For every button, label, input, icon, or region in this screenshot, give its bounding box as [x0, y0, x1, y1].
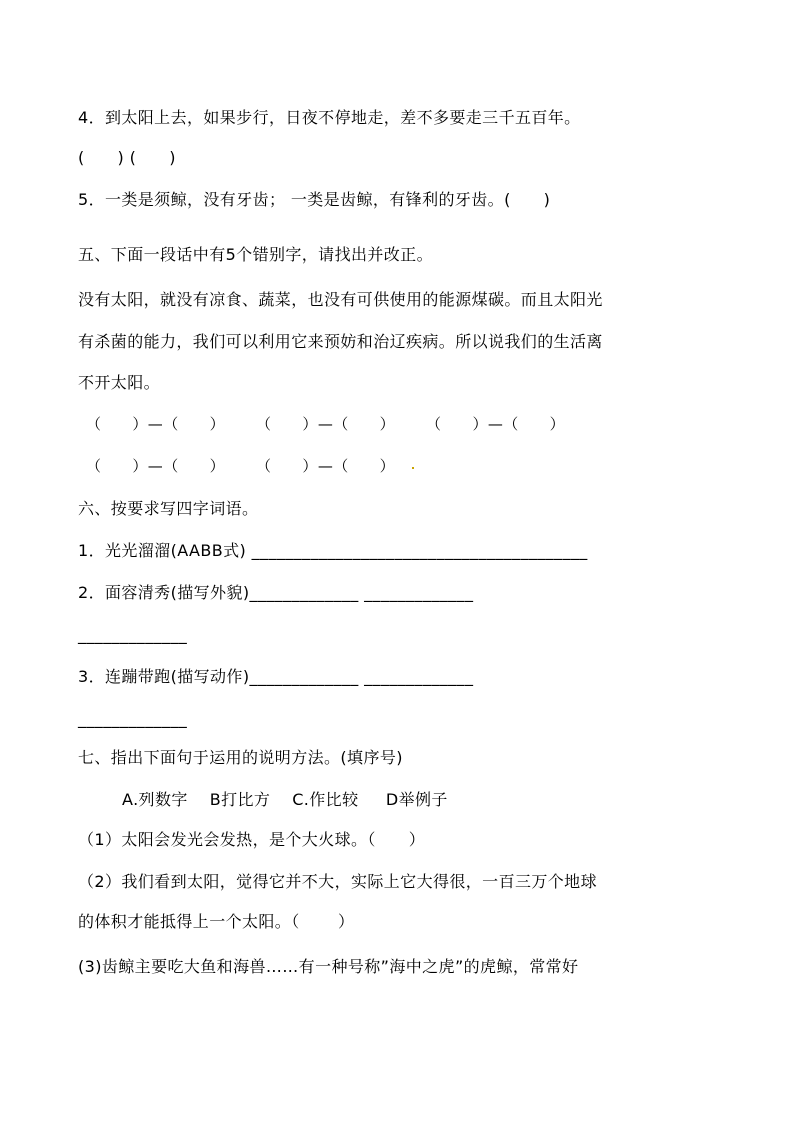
word-item-2[interactable]: 2．面容清秀(描写外貌)_____________ _____________ [78, 583, 474, 602]
correction-blanks-row-1[interactable]: （ ）—（ ） （ ）—（ ） （ ）—（ ） [86, 415, 566, 433]
word-item-1[interactable]: 1．光光溜溜(AABB式) ________________________________________ [78, 541, 588, 560]
method-question-2-line-2[interactable]: 的体积才能抵得上一个太阳。（ ） [78, 912, 355, 931]
passage-line-2: 有杀菌的能力，我们可以利用它来预妨和治辽疾病。所以说我们的生活离 [78, 332, 603, 351]
section-6-heading: 六、按要求写四字词语。 [78, 499, 259, 518]
question-4-answer-blanks[interactable]: ( ) ( ) [78, 148, 176, 167]
section-7-heading: 七、指出下面句于运用的说明方法。(填序号) [78, 748, 403, 767]
word-item-3[interactable]: 3．连蹦带跑(描写动作)_____________ _____________ [78, 667, 474, 686]
method-question-1[interactable]: （1）太阳会发光会发热，是个大火球。（ ） [78, 830, 426, 849]
passage-line-1: 没有太阳，就没有凉食、蔬菜，也没有可供使用的能源煤碳。而且太阳光 [78, 290, 603, 309]
word-item-2-continued[interactable]: _____________ [78, 625, 188, 644]
question-4: 4．到太阳上去，如果步行，日夜不停地走，差不多要走三千五百年。 [78, 108, 581, 127]
method-options: A.列数字 B打比方 C.作比较 D举例子 [122, 790, 448, 809]
passage-line-3: 不开太阳。 [78, 373, 161, 392]
question-5: 5．一类是须鲸，没有牙齿； 一类是齿鲸，有锋利的牙齿。( ) [78, 190, 551, 209]
stray-mark [412, 467, 414, 469]
section-5-heading: 五、下面一段话中有5个错别字，请找出并改正。 [78, 245, 433, 264]
method-question-3: (3)齿鲸主要吃大鱼和海兽……有一种号称”海中之虎”的虎鲸，常常好 [78, 957, 579, 976]
word-item-3-continued[interactable]: _____________ [78, 709, 188, 728]
method-question-2-line-1: （2）我们看到太阳，觉得它并不大，实际上它大得很，一百三万个地球 [78, 872, 597, 891]
correction-blanks-row-2[interactable]: （ ）—（ ） （ ）—（ ） [86, 457, 396, 475]
